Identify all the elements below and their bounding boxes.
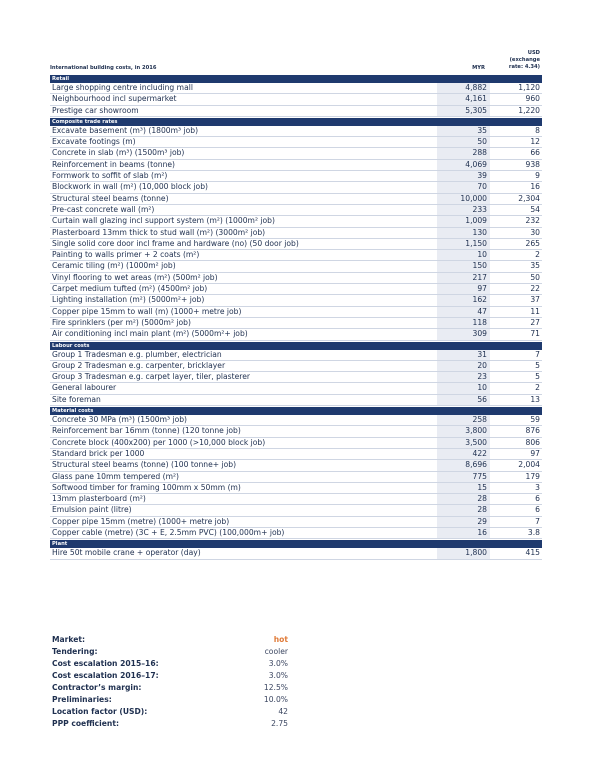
table-row [50, 483, 542, 494]
table-row [50, 182, 542, 193]
table-row [50, 383, 542, 394]
table-row [50, 548, 542, 559]
usd-value: 2,304 [518, 193, 540, 203]
row-label: Copper pipe 15mm (metre) (1000+ metre job) [52, 516, 230, 526]
table-row [50, 295, 542, 306]
usd-value: 1,120 [518, 83, 540, 92]
table-row [50, 228, 542, 239]
myr-value: 309 [437, 329, 490, 339]
table-row [50, 460, 542, 471]
row-label: Group 1 Tradesman e.g. plumber, electrician [52, 349, 222, 359]
market-key: PPP coefficient: [52, 719, 120, 728]
table-row [50, 449, 542, 460]
row-label: Single solid core door incl frame and hardware (no) (50 door job) [52, 238, 299, 248]
myr-value: 31 [437, 350, 490, 360]
myr-value: 29 [437, 517, 490, 527]
usd-value: 27 [530, 317, 540, 327]
myr-value: 150 [437, 261, 490, 271]
usd-value: 806 [525, 437, 540, 447]
row-label: Curtain wall glazing incl support system (m²) (1000m² job) [52, 216, 275, 226]
myr-value: 28 [437, 505, 490, 515]
row-label: Concrete block (400x200) per 1000 (>10,000 block job) [52, 437, 266, 447]
table-row [50, 318, 542, 329]
myr-value: 35 [437, 126, 490, 136]
table-row [50, 106, 542, 117]
market-value: 10.0% [263, 695, 288, 704]
market-key: Location factor (USD): [52, 707, 148, 716]
usd-value: 16 [530, 182, 540, 192]
section-header: Labour costs [50, 342, 542, 350]
usd-value: 6 [535, 505, 540, 515]
market-value: 2.75 [271, 719, 288, 728]
market-value: hot [273, 635, 288, 644]
market-key: Cost escalation 2016–17: [52, 671, 159, 680]
row-label: Neighbourhood incl supermarket [52, 94, 177, 104]
table-row [50, 83, 542, 94]
market-value: 3.0% [268, 659, 288, 668]
row-label: Structural steel beams (tonne) (100 tonne+ job) [52, 460, 237, 470]
row-label: Softwood timber for framing 100mm x 50mm (m) [52, 482, 241, 492]
row-label: Reinforcement in beams (tonne) [52, 159, 176, 169]
usd-column-header [490, 50, 540, 71]
row-label: Emulsion paint (litre) [52, 505, 132, 515]
row-label: Concrete 30 MPa (m³) (1500m³ job) [52, 415, 188, 425]
table-row [50, 148, 542, 159]
market-row [50, 670, 290, 682]
usd-value: 5 [535, 360, 540, 370]
usd-value: 5 [535, 372, 540, 382]
myr-value: 422 [437, 449, 490, 459]
myr-value: 4,161 [437, 94, 490, 104]
row-label: Pre-cast concrete wall (m²) [52, 204, 155, 214]
table-row [50, 494, 542, 505]
table-row [50, 395, 542, 406]
usd-value: 35 [530, 261, 540, 271]
table-row [50, 160, 542, 171]
usd-value: 3.8 [527, 527, 540, 537]
usd-value: 3 [535, 482, 540, 492]
myr-value: 50 [437, 137, 490, 147]
myr-value: 10 [437, 383, 490, 393]
table-row [50, 307, 542, 318]
myr-value: 130 [437, 228, 490, 238]
usd-value: 2 [535, 250, 540, 260]
usd-value: 415 [525, 548, 540, 558]
row-label: Lighting installation (m²) (5000m²+ job) [52, 295, 205, 305]
usd-value: 8 [535, 125, 540, 135]
row-label: Reinforcement bar 16mm (tonne) (120 tonne job) [52, 426, 241, 436]
table-row [50, 126, 542, 137]
section-header: Retail [50, 75, 542, 83]
row-label: Copper pipe 15mm to wall (m) (1000+ metre job) [52, 306, 242, 316]
usd-value: 13 [530, 394, 540, 404]
myr-value: 28 [437, 494, 490, 504]
myr-value: 16 [437, 528, 490, 538]
myr-value: 97 [437, 284, 490, 294]
usd-value: 179 [525, 471, 540, 481]
market-value: 12.5% [263, 683, 288, 692]
myr-value: 39 [437, 171, 490, 181]
usd-value: 12 [530, 137, 540, 147]
section-header: Composite trade rates [50, 118, 542, 126]
row-label: Vinyl flooring to wet areas (m²) (500m² job) [52, 272, 218, 282]
table-row [50, 205, 542, 216]
myr-value: 5,305 [437, 106, 490, 116]
usd-value: 11 [530, 306, 540, 316]
table-row [50, 372, 542, 383]
market-row [50, 634, 290, 646]
myr-value: 4,882 [437, 83, 490, 93]
table-row [50, 137, 542, 148]
section-header: Plant [50, 540, 542, 548]
myr-value: 8,696 [437, 460, 490, 470]
table-row [50, 194, 542, 205]
myr-value: 1,150 [437, 239, 490, 249]
myr-value: 1,800 [437, 548, 490, 558]
market-value: cooler [264, 647, 288, 656]
usd-value: 2,004 [518, 460, 540, 470]
row-label: Structural steel beams (tonne) [52, 193, 169, 203]
myr-column-header: MYR [472, 65, 485, 71]
usd-value: 22 [530, 284, 540, 294]
table-row [50, 329, 542, 340]
usd-value: 232 [525, 216, 540, 226]
row-label: Excavate footings (m) [52, 137, 136, 147]
table-row [50, 350, 542, 361]
table-title: International building costs, in 2016 [50, 65, 157, 71]
table-row [50, 415, 542, 426]
row-label: Ceramic tiling (m²) (1000m² job) [52, 261, 176, 271]
row-label: Painting to walls primer + 2 coats (m²) [52, 250, 200, 260]
usd-value: 50 [530, 272, 540, 282]
market-summary [50, 634, 290, 730]
row-label: Group 3 Tradesman e.g. carpet layer, tiler, plasterer [52, 372, 251, 382]
myr-value: 1,009 [437, 216, 490, 226]
myr-value: 56 [437, 395, 490, 405]
row-label: Fire sprinklers (per m²) (5000m² job) [52, 317, 191, 327]
row-label: Group 2 Tradesman e.g. carpenter, bricklayer [52, 360, 226, 370]
table-row [50, 361, 542, 372]
market-row [50, 646, 290, 658]
row-label: Excavate basement (m³) (1800m³ job) [52, 125, 199, 135]
myr-value: 217 [437, 273, 490, 283]
usd-value: 9 [535, 171, 540, 181]
myr-value: 288 [437, 148, 490, 158]
row-label: Large shopping centre including mall [52, 83, 193, 92]
usd-value: 265 [525, 238, 540, 248]
row-label: Glass pane 10mm tempered (m²) [52, 471, 179, 481]
table-row [50, 284, 542, 295]
table-row [50, 505, 542, 516]
usd-value: 66 [530, 148, 540, 158]
myr-value: 118 [437, 318, 490, 328]
myr-value: 258 [437, 415, 490, 425]
market-value: 42 [278, 707, 288, 716]
usd-value: 2 [535, 383, 540, 393]
table-row [50, 517, 542, 528]
row-label: Concrete in slab (m³) (1500m³ job) [52, 148, 185, 158]
market-row [50, 694, 290, 706]
cost-table [50, 47, 542, 560]
row-label: Blockwork in wall (m²) (10,000 block job) [52, 182, 208, 192]
usd-value: 938 [525, 159, 540, 169]
myr-value: 70 [437, 182, 490, 192]
myr-value: 3,800 [437, 426, 490, 436]
row-label: 13mm plasterboard (m²) [52, 494, 146, 504]
table-row [50, 528, 542, 539]
table-row [50, 426, 542, 437]
market-value: 3.0% [268, 671, 288, 680]
myr-value: 4,069 [437, 160, 490, 170]
usd-value: 7 [535, 516, 540, 526]
usd-value: 7 [535, 349, 540, 359]
myr-value: 23 [437, 372, 490, 382]
market-key: Cost escalation 2015–16: [52, 659, 159, 668]
sections-container [50, 75, 542, 560]
row-label: Carpet medium tufted (m²) (4500m² job) [52, 284, 208, 294]
section-header: Material costs [50, 407, 542, 415]
usd-value: 97 [530, 448, 540, 458]
row-label: Prestige car showroom [52, 105, 139, 115]
usd-value: 30 [530, 227, 540, 237]
row-label: Air conditioning incl main plant (m²) (5000m²+ job) [52, 329, 248, 339]
row-label: Formwork to soffit of slab (m²) [52, 171, 168, 181]
market-row [50, 658, 290, 670]
myr-value: 10,000 [437, 194, 490, 204]
market-row [50, 682, 290, 694]
myr-value: 47 [437, 307, 490, 317]
myr-value: 10 [437, 250, 490, 260]
usd-value: 59 [530, 415, 540, 425]
row-label: Plasterboard 13mm thick to stud wall (m²) (3000m² job) [52, 227, 266, 237]
market-row [50, 718, 290, 730]
row-label: Hire 50t mobile crane + operator (day) [52, 548, 201, 558]
table-row [50, 239, 542, 250]
myr-value: 162 [437, 295, 490, 305]
usd-header-line: USD [527, 50, 540, 56]
usd-value: 1,220 [518, 105, 540, 115]
market-key: Preliminaries: [52, 695, 112, 704]
table-row [50, 250, 542, 261]
table-row [50, 216, 542, 227]
myr-value: 15 [437, 483, 490, 493]
market-row [50, 706, 290, 718]
usd-header-line: rate: 4.34) [508, 64, 540, 70]
row-label: Copper cable (metre) (3C + E, 2.5mm PVC) (100,000m+ job) [52, 527, 285, 537]
table-row [50, 171, 542, 182]
row-label: Site foreman [52, 394, 101, 404]
usd-header-line: (exchange [509, 57, 540, 63]
table-row [50, 472, 542, 483]
row-label: Standard brick per 1000 [52, 448, 145, 458]
usd-value: 960 [525, 94, 540, 104]
market-key: Contractor’s margin: [52, 683, 142, 692]
table-header [50, 47, 542, 74]
usd-value: 54 [530, 204, 540, 214]
myr-value: 20 [437, 361, 490, 371]
market-key: Tendering: [52, 647, 98, 656]
row-label: General labourer [52, 383, 117, 393]
table-row [50, 261, 542, 272]
usd-value: 37 [530, 295, 540, 305]
table-row [50, 438, 542, 449]
myr-value: 233 [437, 205, 490, 215]
myr-value: 3,500 [437, 438, 490, 448]
table-row [50, 273, 542, 284]
myr-value: 775 [437, 472, 490, 482]
usd-value: 71 [530, 329, 540, 339]
usd-value: 6 [535, 494, 540, 504]
table-row [50, 94, 542, 105]
market-key: Market: [52, 635, 86, 644]
usd-value: 876 [525, 426, 540, 436]
